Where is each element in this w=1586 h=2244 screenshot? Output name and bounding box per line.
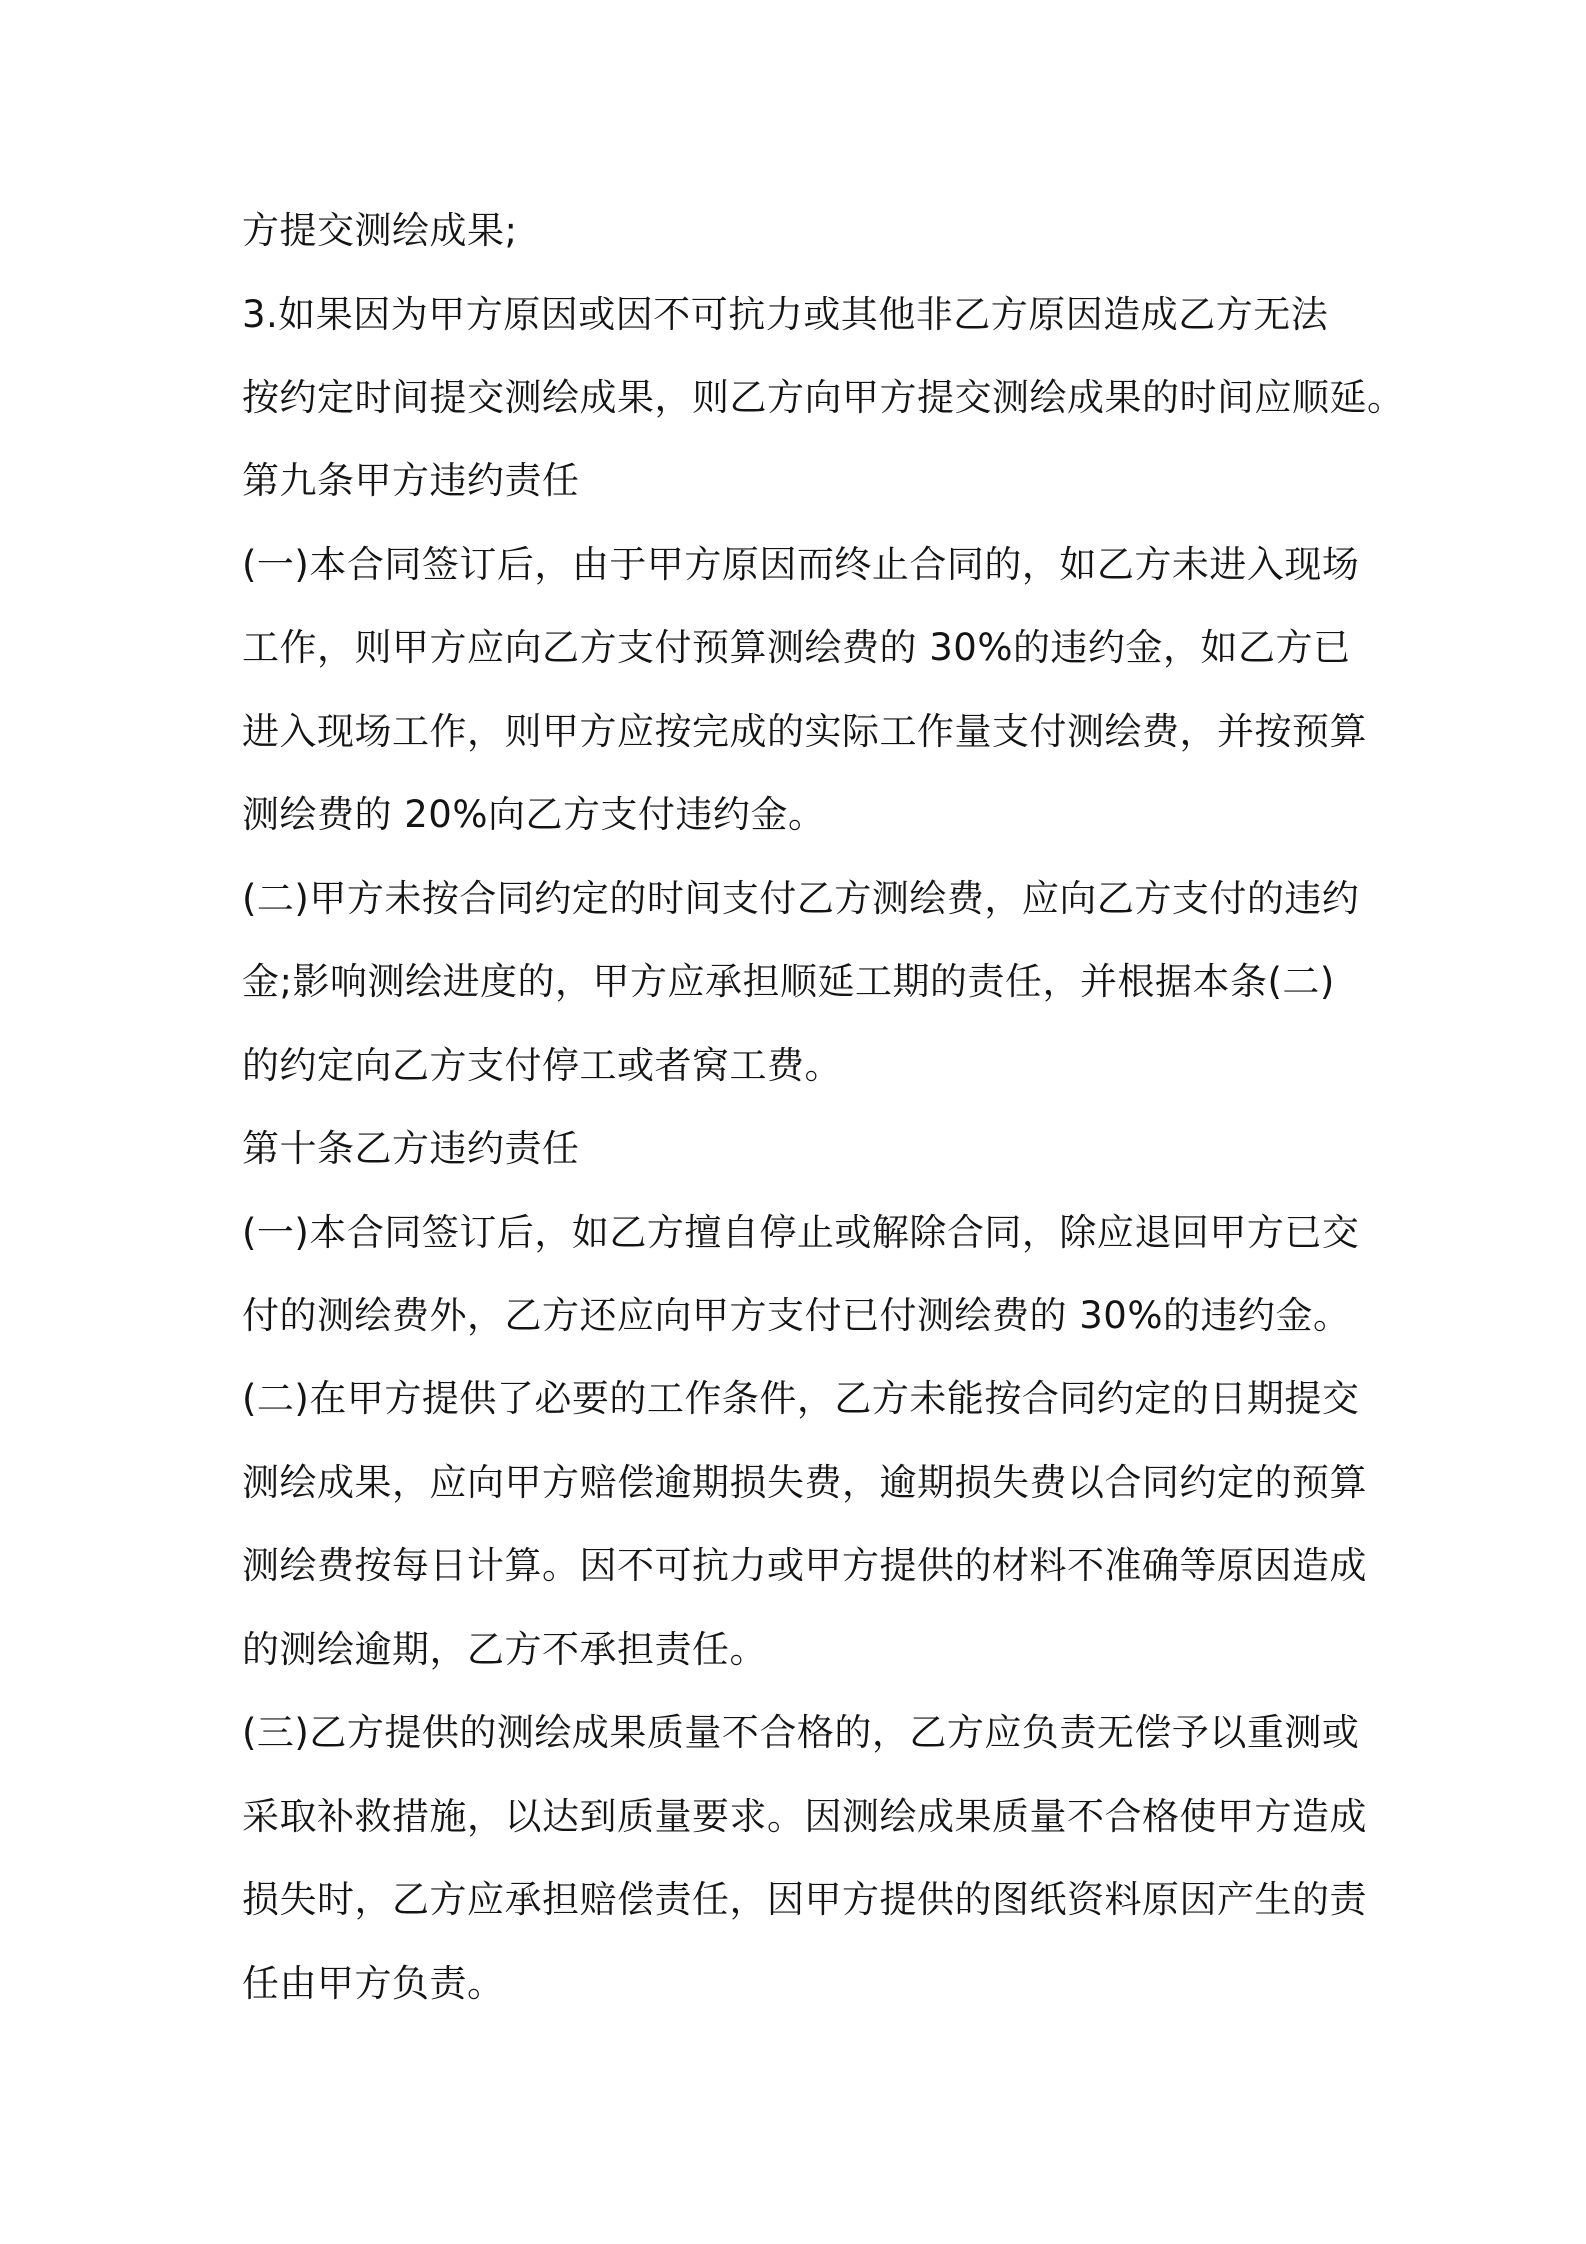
text-line: (二)在甲方提供了必要的工作条件，乙方未能按合同约定的日期提交 [242, 1377, 1360, 1420]
text-line: 任由甲方负责。 [242, 1962, 505, 2005]
text-line: 方提交测绘成果; [242, 209, 518, 252]
text-line: (二)甲方未按合同约定的时间支付乙方测绘费，应向乙方支付的违约 [242, 877, 1360, 920]
text-line: (一)本合同签订后，由于甲方原因而终止合同的，如乙方未进入现场 [242, 543, 1360, 586]
text-line: 测绘费按每日计算。因不可抗力或甲方提供的材料不准确等原因造成 [242, 1544, 1367, 1587]
text-line: 付的测绘费外，乙方还应向甲方支付已付测绘费的 30%的违约金。 [242, 1294, 1351, 1337]
section-heading: 第九条甲方违约责任 [242, 459, 580, 502]
text-line: 进入现场工作，则甲方应按完成的实际工作量支付测绘费，并按预算 [242, 710, 1367, 753]
text-line: 3.如果因为甲方原因或因不可抗力或其他非乙方原因造成乙方无法 [242, 293, 1329, 336]
text-line: 按约定时间提交测绘成果，则乙方向甲方提交测绘成果的时间应顺延。 [242, 376, 1405, 419]
text-line: 测绘成果，应向甲方赔偿逾期损失费，逾期损失费以合同约定的预算 [242, 1461, 1367, 1504]
text-line: 测绘费的 20%向乙方支付违约金。 [242, 793, 826, 836]
text-line: 的测绘逾期，乙方不承担责任。 [242, 1628, 767, 1671]
text-line: 金;影响测绘进度的，甲方应承担顺延工期的责任，并根据本条(二) [242, 960, 1335, 1003]
text-line: 采取补救措施，以达到质量要求。因测绘成果质量不合格使甲方造成 [242, 1795, 1367, 1838]
section-heading: 第十条乙方违约责任 [242, 1127, 580, 1170]
text-line: 损失时，乙方应承担赔偿责任，因甲方提供的图纸资料原因产生的责 [242, 1878, 1367, 1921]
text-line: (一)本合同签订后，如乙方擅自停止或解除合同，除应退回甲方已交 [242, 1211, 1360, 1254]
text-line: 工作，则甲方应向乙方支付预算测绘费的 30%的违约金，如乙方已 [242, 626, 1351, 669]
text-line: 的约定向乙方支付停工或者窝工费。 [242, 1044, 842, 1087]
text-line: (三)乙方提供的测绘成果质量不合格的，乙方应负责无偿予以重测或 [242, 1711, 1360, 1754]
